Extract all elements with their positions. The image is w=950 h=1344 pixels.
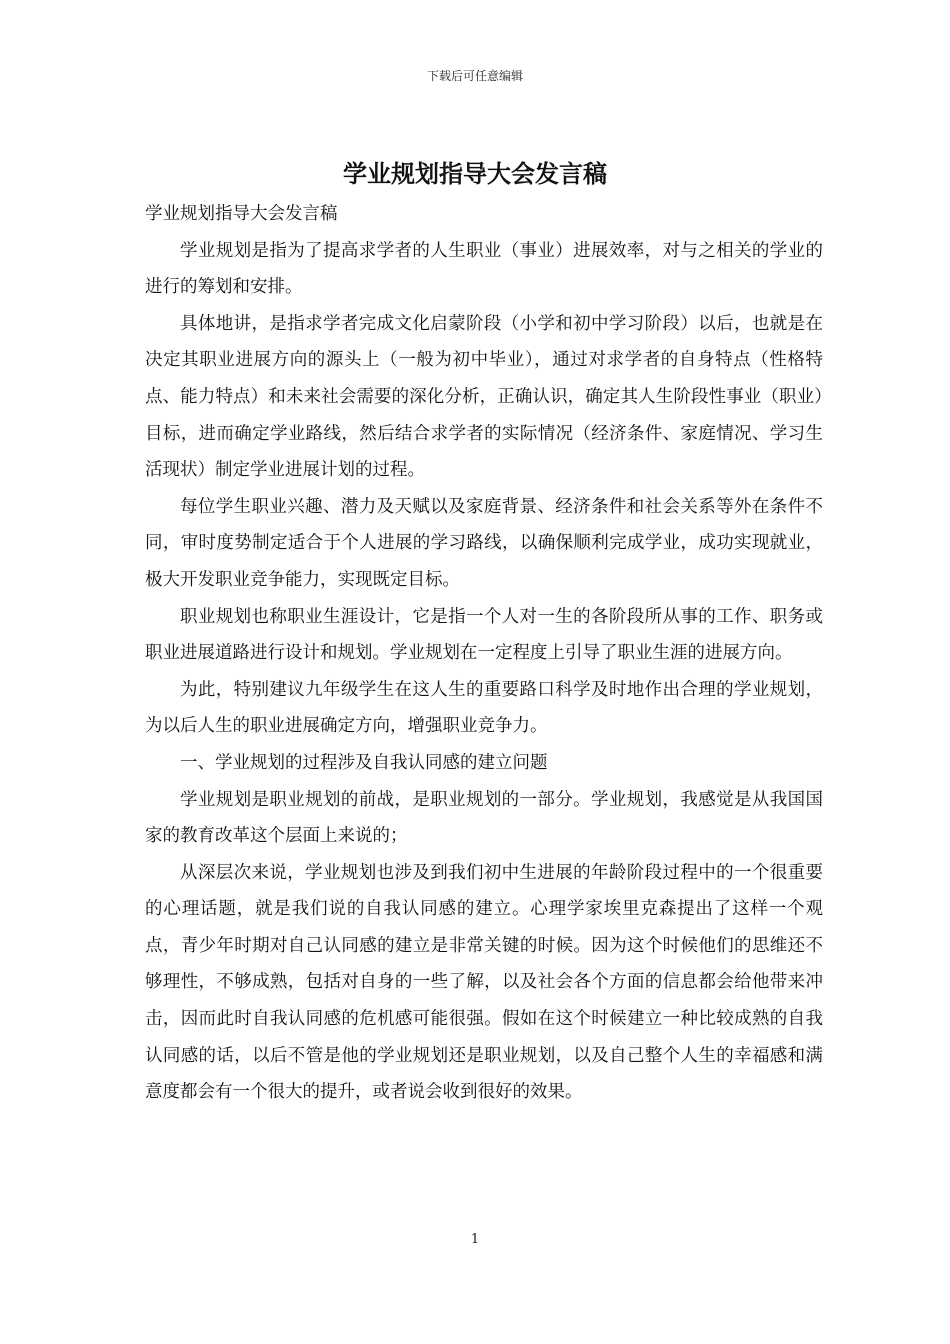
body-paragraph: 具体地讲，是指求学者完成文化启蒙阶段（小学和初中学习阶段）以后，也就是在决定其职业进展方向的源头上（一般为初中毕业），通过对求学者的自身特点（性格特点、能力特点）和未来社会需要的深化分析，正确认识，确定其人生阶段性事业（职业）目标，进而确定学业路线，然后结合求学者的实际情况（经济条件、家庭情况、学习生活现状）制定学业进展计划的过程。 xyxy=(145,313,823,481)
section-heading: 一、学业规划的过程涉及自我认同感的建立问题 xyxy=(180,752,548,773)
body-paragraph: 学业规划是职业规划的前战，是职业规划的一部分。学业规划，我感觉是从我国国家的教育改革这个层面上来说的； xyxy=(145,789,823,847)
subtitle-paragraph: 学业规划指导大会发言稿 xyxy=(145,204,338,224)
body-paragraph: 每位学生职业兴趣、潜力及天赋以及家庭背景、经济条件和社会关系等外在条件不同，审时度势制定适合于个人进展的学习路线，以确保顺利完成学业，成功实现就业，极大开发职业竞争能力，实现既定目标。 xyxy=(145,496,823,590)
body-paragraph: 为此，特别建议九年级学生在这人生的重要路口科学及时地作出合理的学业规划，为以后人生的职业进展确定方向，增强职业竞争力。 xyxy=(145,679,823,737)
document-body xyxy=(145,196,823,1111)
page-number: 1 xyxy=(470,1232,480,1247)
body-paragraph: 职业规划也称职业生涯设计，它是指一个人对一生的各阶段所从事的工作、职务或职业进展道路进行设计和规划。学业规划在一定程度上引导了职业生涯的进展方向。 xyxy=(145,606,823,664)
header-note: 下载后可任意编辑 xyxy=(426,69,523,83)
body-paragraph: 学业规划是指为了提高求学者的人生职业（事业）进展效率，对与之相关的学业的进行的筹划和安排。 xyxy=(145,240,823,298)
body-paragraph: 从深层次来说，学业规划也涉及到我们初中生进展的年龄阶段过程中的一个很重要的心理话题，就是我们说的自我认同感的建立。心理学家埃里克森提出了这样一个观点，青少年时期对自己认同感的建立是非常关键的时候。因为这个时候他们的思维还不够理性，不够成熟，包括对自身的一些了解，以及社会各个方面的信息都会给他带来冲击，因而此时自我认同感的危机感可能很强。假如在这个时候建立一种比较成熟的自我认同感的话，以后不管是他的学业规划还是职业规划，以及自己整个人生的幸福感和满意度都会有一个很大的提升，或者说会收到很好的效果。 xyxy=(145,862,823,1103)
document-title: 学业规划指导大会发言稿 xyxy=(343,160,607,188)
